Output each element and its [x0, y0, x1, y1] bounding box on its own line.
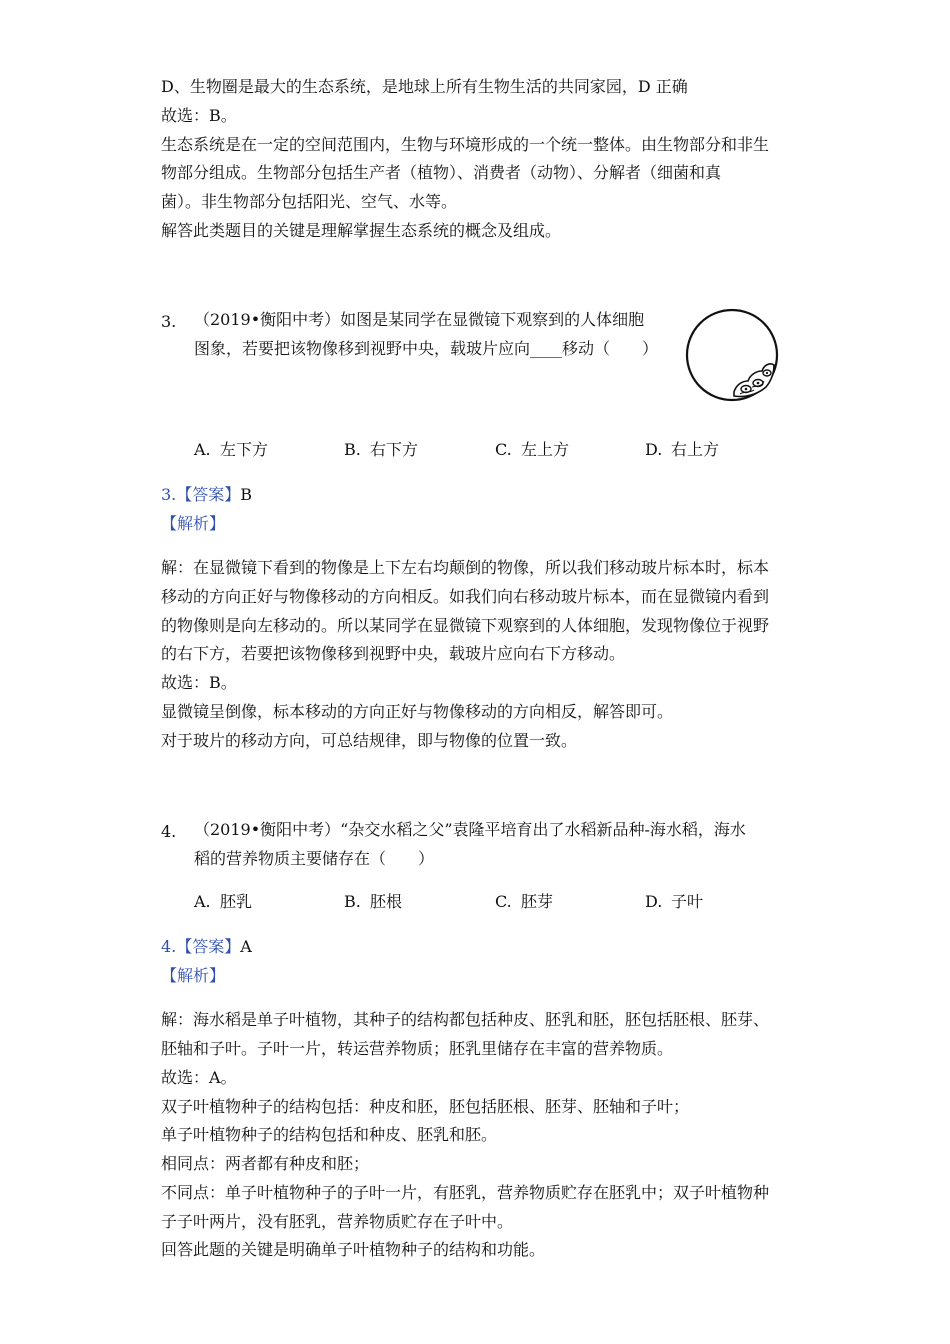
- analysis-line: 解：海水稻是单子叶植物，其种子的结构都包括种皮、胚乳和胚，胚包括胚根、胚芽、: [161, 1010, 770, 1029]
- analysis-line: 双子叶植物种子的结构包括：种皮和胚，胚包括胚根、胚芽、胚轴和子叶；: [161, 1097, 690, 1116]
- option-key: B.: [344, 892, 361, 911]
- analysis-line: 子子叶两片，没有胚乳，营养物质贮存在子叶中。: [161, 1212, 514, 1231]
- analysis-line: 移动的方向正好与物像移动的方向相反。如我们向右移动玻片标本，而在显微镜内看到: [161, 587, 770, 606]
- option-c: [495, 892, 553, 912]
- option-key: D.: [645, 892, 663, 911]
- answer-value: A: [240, 937, 252, 956]
- analysis-label: 【解析】: [161, 966, 226, 985]
- option-a: [194, 892, 252, 912]
- option-b: [344, 440, 418, 460]
- analysis-line: 回答此题的关键是明确单子叶植物种子的结构和功能。: [161, 1240, 546, 1259]
- question-stem-line1: （2019•衡阳中考）“杂交水稻之父”袁隆平培育出了水稻新品种-海水稻，海水: [194, 820, 746, 839]
- analysis-label: 【解析】: [161, 514, 226, 533]
- analysis-line: 解：在显微镜下看到的物像是上下左右均颠倒的物像，所以我们移动玻片标本时，标本: [161, 558, 770, 577]
- option-c: [495, 440, 569, 460]
- analysis-line: 故选：B。: [161, 673, 237, 692]
- text-line: 物部分组成。生物部分包括生产者（植物）、消费者（动物）、分解者（细菌和真: [161, 163, 722, 182]
- text-line: 菌）。非生物部分包括阳光、空气、水等。: [161, 192, 458, 211]
- analysis-line: 对于玻片的移动方向，可总结规律，即与物像的位置一致。: [161, 731, 578, 750]
- analysis-line: 相同点：两者都有种皮和胚；: [161, 1154, 370, 1173]
- option-a: [194, 440, 268, 460]
- option-key: A.: [194, 440, 211, 459]
- question-stem-line2: 稻的营养物质主要储存在（ ）: [194, 849, 435, 868]
- question-stem-line1: （2019•衡阳中考）如图是某同学在显微镜下观察到的人体细胞: [194, 310, 645, 329]
- option-key: A.: [194, 892, 211, 911]
- option-key: D.: [645, 440, 663, 459]
- answer-label: 4.【答案】: [161, 937, 241, 956]
- text-line: 生态系统是在一定的空间范围内，生物与环境形成的一个统一整体。由生物部分和非生: [161, 135, 770, 154]
- answer-label: 3.【答案】: [161, 485, 241, 504]
- analysis-line: 的右下方，若要把该物像移到视野中央，载玻片应向右下方移动。: [161, 644, 626, 663]
- option-b: [344, 892, 402, 912]
- option-key: C.: [495, 440, 512, 459]
- option-text: 左上方: [521, 440, 570, 459]
- question-stem-line2: 图象，若要把该物像移到视野中央，载玻片应向____移动（ ）: [194, 339, 659, 358]
- analysis-line: 显微镜呈倒像，标本移动的方向正好与物像移动的方向相反，解答即可。: [161, 702, 674, 721]
- option-text: 右下方: [370, 440, 419, 459]
- analysis-line: 的物像则是向左移动的。所以某同学在显微镜下观察到的人体细胞，发现物像位于视野: [161, 616, 770, 635]
- answer-line: [161, 937, 252, 957]
- option-text: 胚乳: [220, 892, 253, 911]
- analysis-line: 单子叶植物种子的结构包括和种皮、胚乳和胚。: [161, 1125, 498, 1144]
- text-line: D、生物圈是最大的生态系统，是地球上所有生物生活的共同家园，D 正确: [161, 77, 688, 96]
- analysis-line: 故选：A。: [161, 1068, 237, 1087]
- text-line: 解答此类题目的关键是理解掌握生态系统的概念及组成。: [161, 221, 562, 240]
- analysis-line: 不同点：单子叶植物种子的子叶一片，有胚乳，营养物质贮存在胚乳中；双子叶植物种: [161, 1183, 770, 1202]
- option-text: 胚根: [370, 892, 403, 911]
- answer-value: B: [240, 485, 253, 504]
- option-key: C.: [495, 892, 512, 911]
- option-text: 胚芽: [521, 892, 554, 911]
- option-d: [645, 440, 719, 460]
- option-text: 左下方: [220, 440, 269, 459]
- answer-line: [161, 485, 252, 505]
- option-text: 子叶: [671, 892, 704, 911]
- text-line: 故选：B。: [161, 106, 237, 125]
- question-number: 3.: [161, 312, 177, 331]
- question-number: 4.: [161, 822, 177, 841]
- option-text: 右上方: [671, 440, 720, 459]
- option-d: [645, 892, 703, 912]
- option-key: B.: [344, 440, 361, 459]
- microscope-field-figure: [684, 307, 780, 403]
- analysis-line: 胚轴和子叶。子叶一片，转运营养物质；胚乳里储存在丰富的营养物质。: [161, 1039, 674, 1058]
